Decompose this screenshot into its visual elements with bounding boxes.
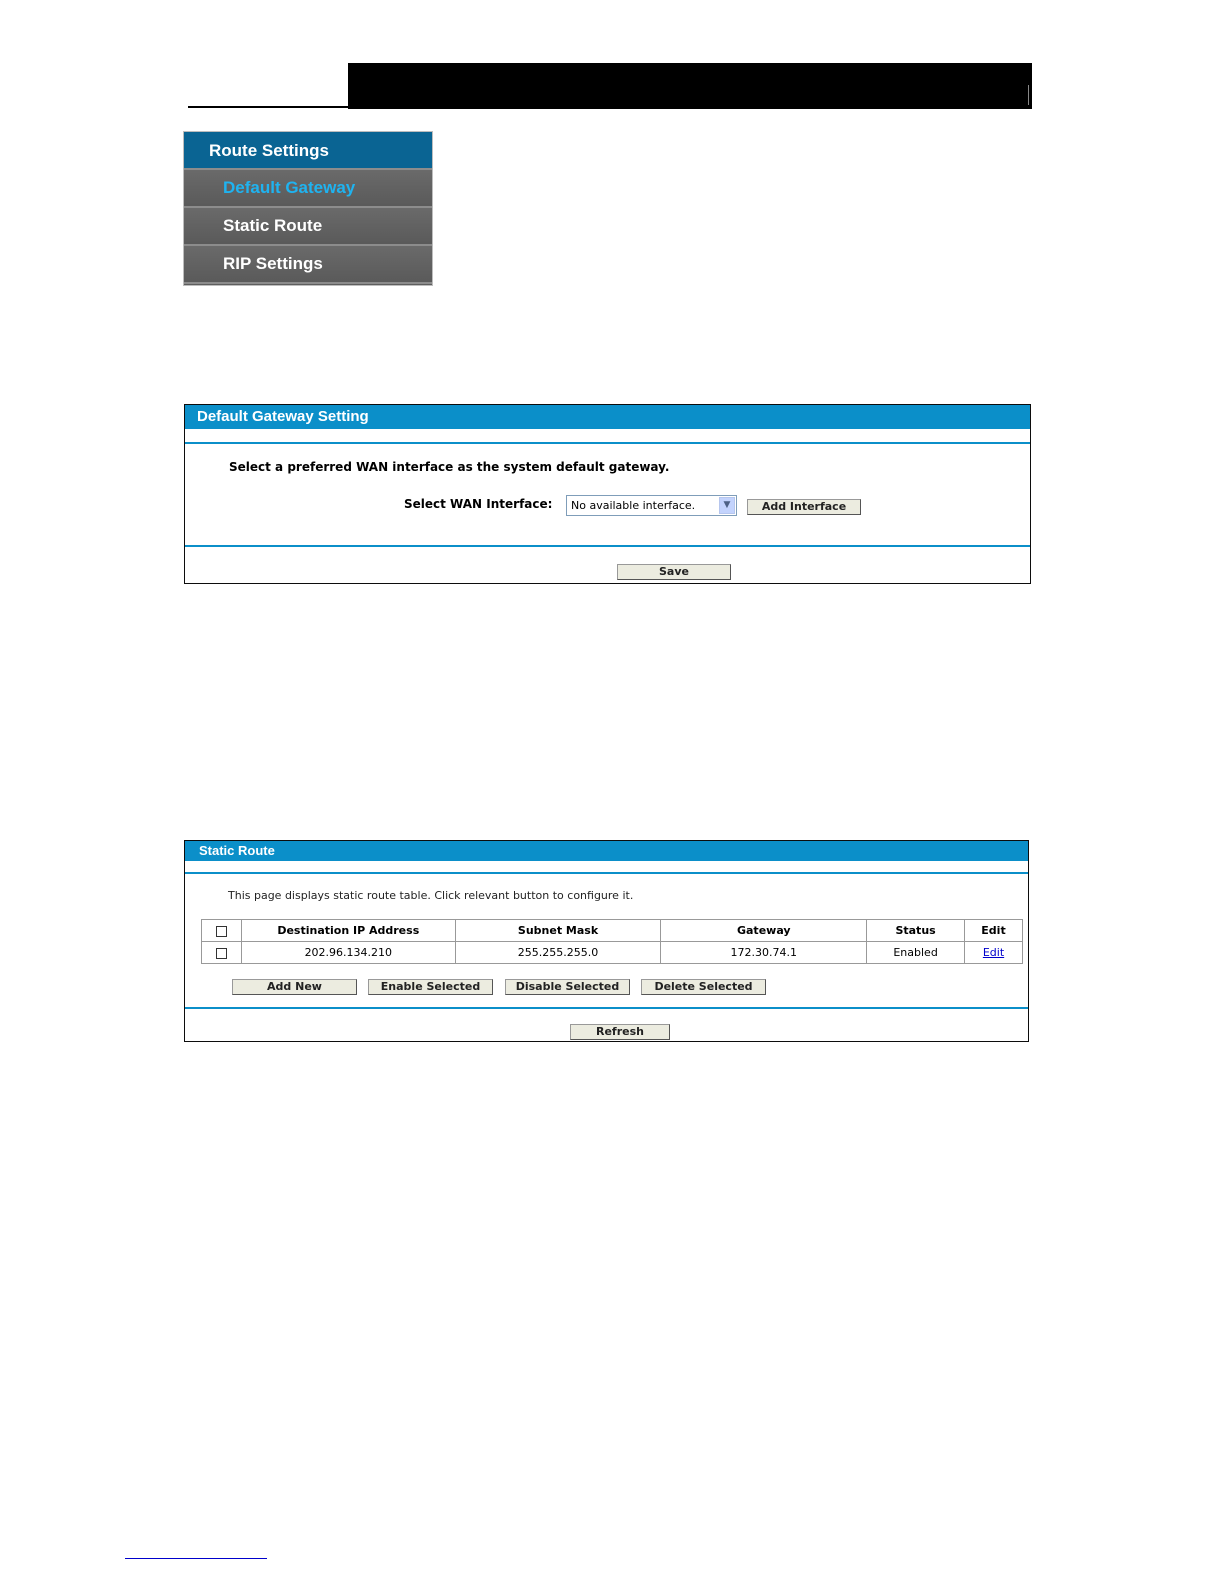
divider [185,442,1030,444]
wan-interface-label: Select WAN Interface: [404,497,553,511]
gateway-description: Select a preferred WAN interface as the system default gateway. [229,460,670,474]
refresh-button[interactable]: Refresh [570,1024,670,1040]
edit-link[interactable]: Edit [982,946,1005,959]
delete-selected-button[interactable]: Delete Selected [641,979,766,995]
column-header: Status [867,920,965,942]
gateway-cell: 172.30.74.1 [661,942,867,964]
wan-interface-select[interactable] [566,495,737,516]
select-all-checkbox[interactable] [216,926,227,937]
divider [185,545,1030,547]
enable-selected-button[interactable]: Enable Selected [368,979,493,995]
save-button[interactable]: Save [617,564,731,580]
column-header: Gateway [661,920,867,942]
divider [185,1007,1028,1009]
header-bar [348,63,1032,109]
footer-link-underline [125,1558,267,1559]
menu-item-default-gateway[interactable]: Default Gateway [184,170,432,208]
edit-cell [965,942,1023,964]
panel-title: Static Route [185,841,1028,861]
default-gateway-panel [184,404,1031,584]
menu-item-static-route[interactable]: Static Route [184,208,432,246]
wan-interface-value: No available interface. [571,499,696,512]
header-rule [188,106,350,108]
table-header-row [202,920,1023,942]
status-cell: Enabled [867,942,965,964]
static-route-panel [184,840,1029,1042]
subnet-mask-cell: 255.255.255.0 [455,942,661,964]
static-route-description: This page displays static route table. Click relevant button to configure it. [228,889,634,902]
column-header: Destination IP Address [241,920,455,942]
row-select-cell [202,942,242,964]
header-divider [1028,85,1029,105]
divider [185,872,1028,874]
menu-title[interactable]: Route Settings [184,132,432,170]
select-all-cell [202,920,242,942]
row-checkbox[interactable] [216,948,227,959]
destination-cell: 202.96.134.210 [241,942,455,964]
column-header: Edit [965,920,1023,942]
column-header: Subnet Mask [455,920,661,942]
menu-item-rip-settings[interactable]: RIP Settings [184,246,432,284]
add-new-button[interactable]: Add New [232,979,357,995]
route-settings-menu [183,131,433,286]
add-interface-button[interactable]: Add Interface [747,499,861,515]
static-route-table [201,919,1023,964]
chevron-down-icon[interactable]: ▼ [719,497,735,514]
table-row [202,942,1023,964]
disable-selected-button[interactable]: Disable Selected [505,979,630,995]
panel-title: Default Gateway Setting [185,405,1030,429]
